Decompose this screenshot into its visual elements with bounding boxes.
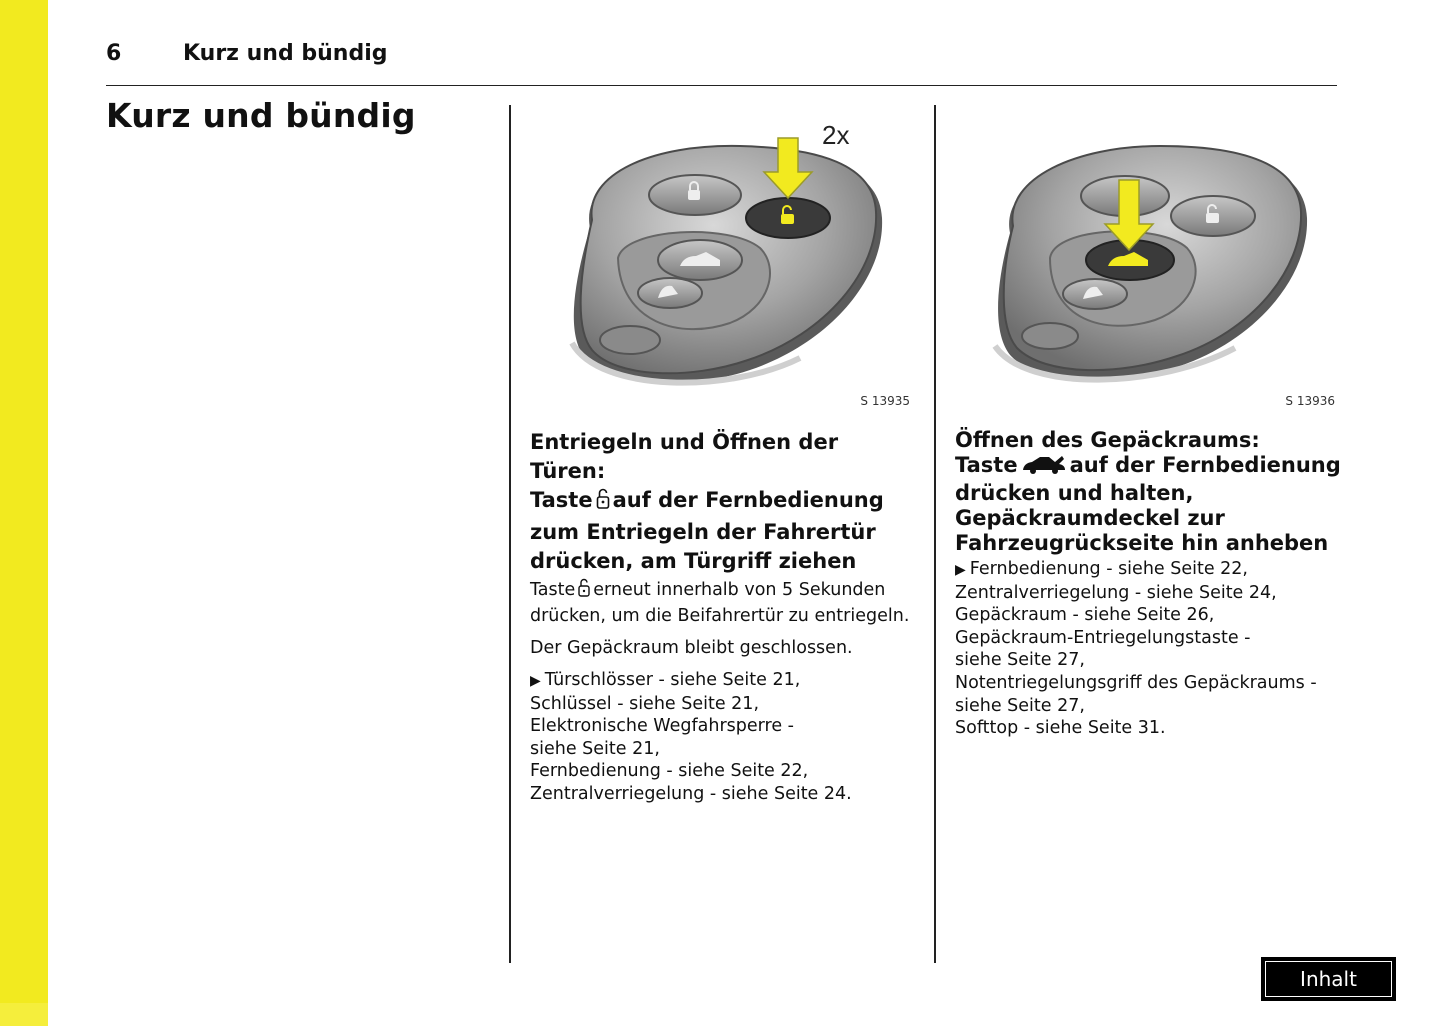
reference-link[interactable]: Gepäckraum-Entriegelungstaste -: [955, 627, 1251, 648]
unlock-heading: Entriegeln und Öffnen der Türen: Taste auf der Fernbedienung zum Entriegeln der Fahrertür drücken, am Türgriff ziehen: [530, 430, 884, 573]
yellow-side-bar-bottom: [0, 1003, 48, 1026]
reference-link[interactable]: Schlüssel - siehe Seite 21,: [530, 693, 760, 714]
trunk-heading: Öffnen des Gepäckraums: Taste auf der Fernbedienung drücken und halten, Gepäckraumdeckel zur Fahrzeugrückseite hin anheben: [955, 428, 1341, 555]
trunk-remains-closed-note: Der Gepäckraum bleibt geschlossen.: [530, 638, 853, 658]
remote-key-illustration: [530, 108, 915, 413]
reference-link[interactable]: Softtop - siehe Seite 31.: [955, 718, 1166, 739]
figure-remote-unlock: [530, 108, 915, 413]
reference-link[interactable]: siehe Seite 27,: [955, 650, 1085, 671]
remote-key-illustration: [955, 108, 1340, 413]
unlock-passenger-paragraph: Taste erneut innerhalb von 5 Sekunden drücken, um die Beifahrertür zu entriegeln.: [530, 580, 910, 626]
figure-id: S 13935: [860, 394, 910, 408]
figure-remote-trunk: [955, 108, 1340, 413]
press-twice-annotation: 2x: [822, 120, 850, 150]
column-open-trunk: [955, 428, 1350, 740]
reference-link[interactable]: siehe Seite 21,: [530, 738, 660, 759]
cross-references: [530, 669, 920, 806]
reference-link[interactable]: ▶ Türschlösser - siehe Seite 21,: [530, 670, 801, 690]
figure-id: S 13936: [1285, 394, 1335, 408]
unlock-icon: [578, 578, 590, 605]
unlock-icon: [596, 488, 610, 518]
page-number: 6: [106, 41, 122, 66]
reference-link[interactable]: Elektronische Wegfahrsperre -: [530, 716, 794, 737]
reference-link[interactable]: Zentralverriegelung - siehe Seite 24.: [530, 783, 852, 804]
reference-link[interactable]: ▶ Fernbedienung - siehe Seite 22,: [955, 559, 1248, 579]
column-unlock-doors: [530, 428, 920, 806]
reference-link[interactable]: Zentralverriegelung - siehe Seite 24,: [955, 582, 1277, 603]
running-header: [106, 38, 1337, 86]
column-divider: [934, 105, 936, 963]
inhalt-button[interactable]: Inhalt: [1261, 957, 1396, 1001]
trunk-car-icon: [1021, 453, 1067, 481]
reference-link[interactable]: Notentriegelungsgriff des Gepäckraums -: [955, 672, 1317, 693]
cross-references: [955, 558, 1350, 740]
yellow-side-bar: [0, 0, 48, 1026]
arrow-right-icon: ▶: [955, 562, 966, 578]
header-title: Kurz und bündig: [183, 41, 388, 66]
section-title: Kurz und bündig: [106, 96, 416, 135]
reference-link[interactable]: Fernbedienung - siehe Seite 22,: [530, 761, 809, 782]
arrow-right-icon: ▶: [530, 673, 541, 689]
reference-link[interactable]: Gepäckraum - siehe Seite 26,: [955, 605, 1215, 626]
reference-link[interactable]: siehe Seite 27,: [955, 695, 1085, 716]
column-divider: [509, 105, 511, 963]
